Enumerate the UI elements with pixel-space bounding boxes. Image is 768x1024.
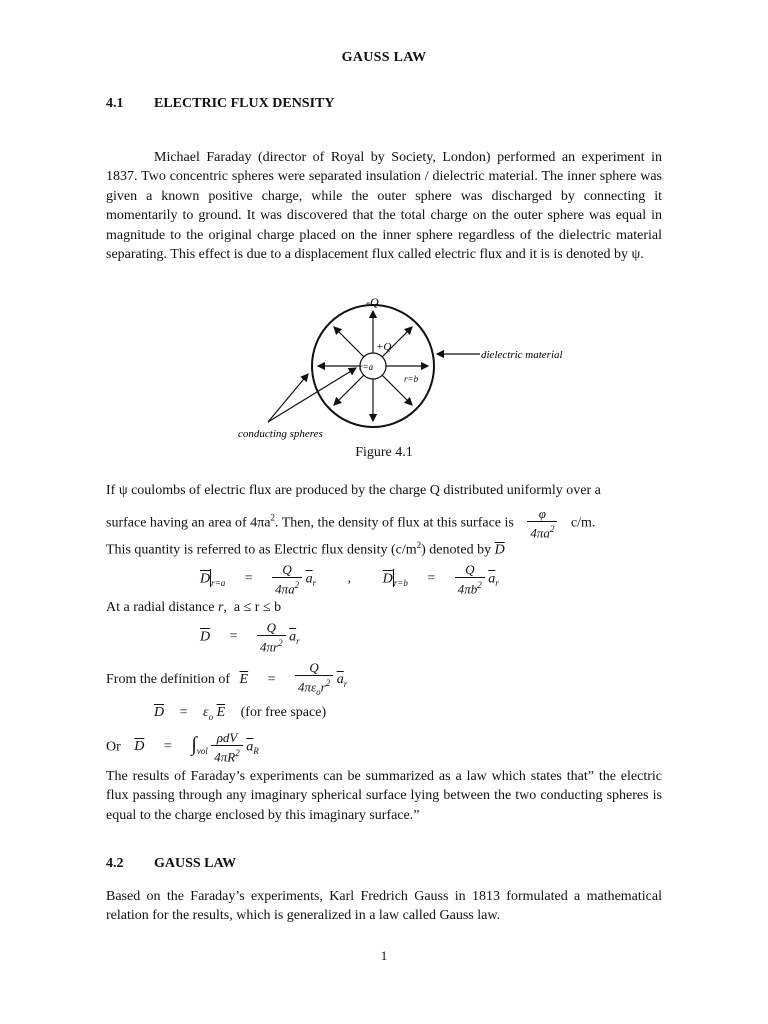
radius-b-label: r=b [404, 374, 419, 384]
concentric-spheres-figure [236, 294, 586, 444]
paragraph-faraday-experiment: Michael Faraday (director of Royal by Society, London) performed an experiment in 1837. Two concentric spheres were separated insulation / dielectric material. The inner sphere was given a known positive charge, while the outer sphere was discharged by connecting it momentarily to ground. It was discovered that the total charge on the outer sphere was equal in magnitude to the original charge placed on the inner sphere regardless of the dielectric material separating. This effect is due to a displacement flux called electric flux and it is is denoted by ψ. [106, 150, 662, 263]
equation-D-radial: $\overline{D}$ = $\frac{Q}{4\pi r^2}$ $\overline{a}_r$ [200, 620, 300, 655]
density-text: . Then, the density of flux at this surface is [274, 515, 514, 531]
paragraph-flux-line1: If ψ coulombs of electric flux are produced by the charge Q distributed uniformly over a [106, 483, 601, 498]
quantity-text: This quantity is referred to as Electric flux density (c/m [106, 542, 417, 558]
dielectric-label: dielectric material [481, 349, 563, 361]
conducting-pointer-outer [268, 374, 308, 422]
radial-text: At a radial distance [106, 600, 215, 615]
section-number: 4.1 [106, 96, 124, 111]
units-text: c/m. [570, 515, 596, 531]
page-number: 1 [380, 948, 388, 963]
outer-charge-label: -Q [366, 295, 379, 309]
radial-distance-line: At a radial distance r, a ≤ r ≤ b [106, 600, 282, 615]
or-text: Or [106, 739, 121, 755]
section-title: ELECTRIC FLUX DENSITY [154, 96, 335, 111]
section-heading-4-1 [106, 96, 666, 116]
equation-E-definition: From the definition of $\overline{E}$ = $\frac{Q}{4\pi\varepsilon_or^2}$ $\overline{a}_r$ [106, 660, 348, 697]
area-text: surface having an area of 4πa [106, 515, 271, 531]
inner-charge-label: +Q [376, 341, 392, 353]
equation-D-at-boundaries: $\overline{D}_{r=a}$ = $\frac{Q}{4\pi a^2}$ $\overline{a}_r$ , $\overline{D}_{r=b}$ = $\frac{Q}{4\pi b^2}$ $\overline{a}_r$ [200, 562, 499, 597]
phi-over-area-fraction: $\frac{\varphi}{4\pi a^2}$ [527, 506, 557, 540]
free-space-text: (for free space) [240, 705, 327, 720]
radius-a-label: r=a [359, 362, 374, 372]
figure-caption: Figure 4.1 [355, 445, 413, 460]
paragraph-gauss-law: Based on the Faraday’s experiments, Karl Fredrich Gauss in 1813 formulated a mathematical relation for the results, which is generalized in a law called Gauss law. [106, 889, 662, 924]
paragraph-flux-line3: This quantity is referred to as Electric flux density $(c/m^2)$ denoted by $\overline{D}$ [106, 540, 505, 558]
denoted-text: ) denoted by [421, 542, 492, 558]
section-number: 4.2 [106, 856, 124, 871]
paragraph-faraday-law: The results of Faraday’s experiments can be summarized as a law which states that” the electric flux passing through any imaginary spherical surface lying between the two conducting spheres is equal to the charge enclosed by this imaginary surface.” [106, 769, 662, 823]
section-heading-4-2 [106, 856, 666, 876]
from-definition-text: From the definition of [106, 672, 231, 688]
conducting-label: conducting spheres [238, 428, 323, 440]
page-title: GAUSS LAW [341, 50, 427, 65]
equation-D-integral: Or $\overline{D} = \int_{vol}$ $\frac{\text{ρdV}}{4\pi R^2}$ $\overline{a}_R$ [106, 730, 259, 765]
paragraph-flux-line2: surface having an area of $4\pi a^2$. Then, the density of flux at this surface is $\frac{\varphi}{4\pi a^2}$ c/m. [106, 506, 596, 541]
section-title: GAUSS LAW [154, 856, 237, 871]
radial-range: a ≤ r ≤ b [233, 600, 282, 615]
equation-D-free-space: $\overline{D} = \varepsilon_o$ $\overline{E}$ (for free space) [154, 705, 327, 722]
